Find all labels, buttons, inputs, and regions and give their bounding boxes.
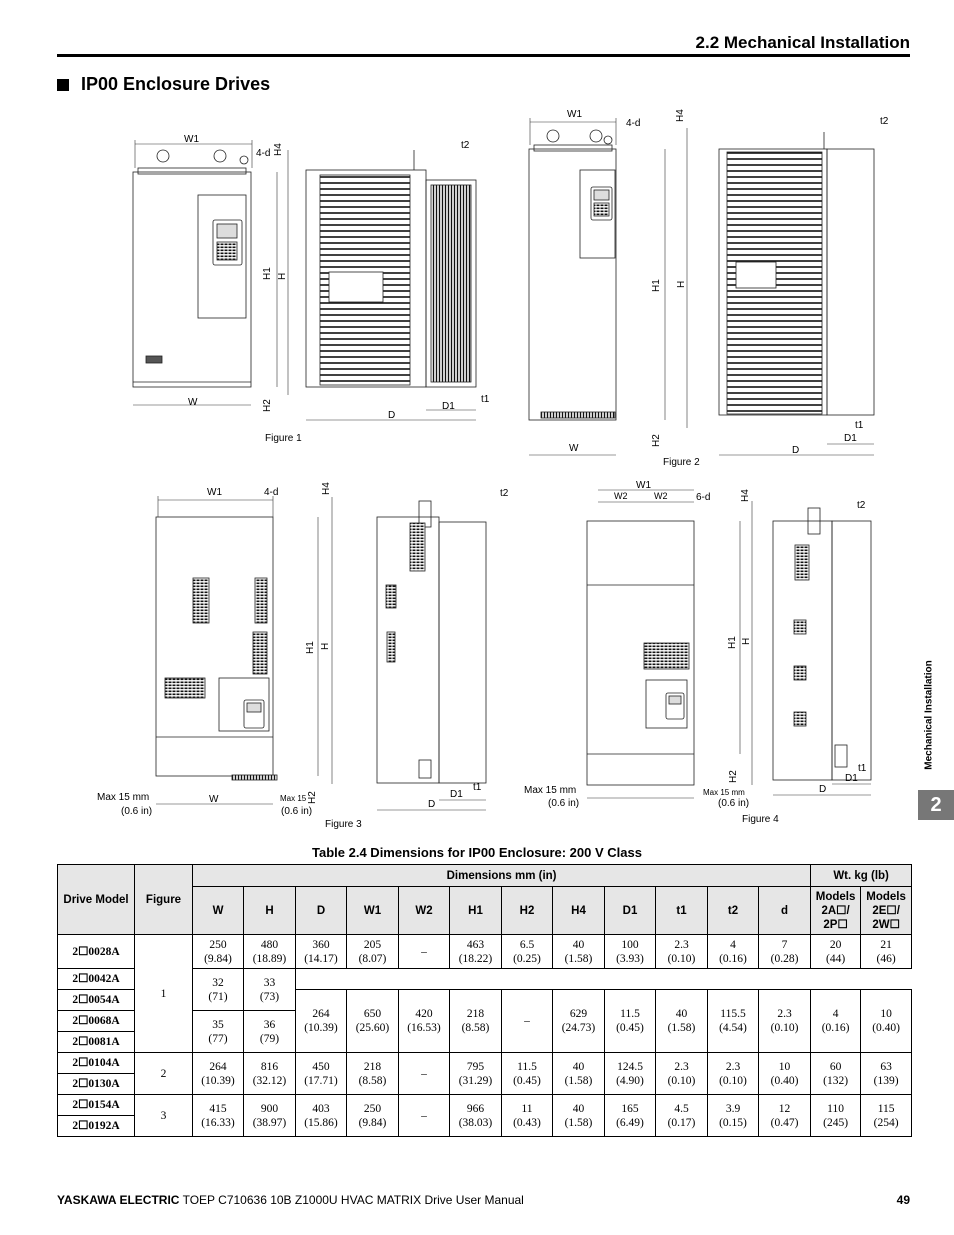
dimension-cell-d: 403 (15.86) <box>296 1095 347 1137</box>
dimension-cell-w2: – <box>399 1095 450 1137</box>
fig1-h2-label: H2 <box>262 399 273 412</box>
table-row <box>58 1095 912 1116</box>
header-col-h1: H1 <box>450 887 502 935</box>
figure-4-front-view <box>587 521 694 785</box>
figure-cell: 1 <box>135 935 193 1053</box>
header-col-w2: W2 <box>399 887 450 935</box>
fig3-max15-small-label: Max 15 <box>280 794 307 803</box>
fig4-in06-label: (0.6 in) <box>548 798 580 809</box>
fig1-w1-label: W1 <box>184 134 199 145</box>
fig4-w1-label: W1 <box>636 480 651 491</box>
header-dimensions: Dimensions mm (in) <box>193 865 811 887</box>
dimension-cell-d: 12 (0.47) <box>759 1095 811 1137</box>
fig3-w1-label: W1 <box>207 487 222 498</box>
fig3-t2-label: t2 <box>500 488 509 499</box>
header-col-w1: W1 <box>347 887 399 935</box>
header-col-d: D <box>296 887 347 935</box>
fig4-d1-label: D1 <box>845 773 858 784</box>
weight-cell: 20 (44) <box>811 935 861 969</box>
footer-doc-title <box>57 1193 524 1207</box>
fig3-w-label: W <box>209 794 219 805</box>
fig4-w2b-label: W2 <box>654 491 668 501</box>
fig1-caption: Figure 1 <box>265 433 302 444</box>
figure-4-side-view <box>773 508 871 780</box>
fig1-h-label: H <box>277 272 288 280</box>
table-body <box>58 935 912 1137</box>
header-col-h4: H4 <box>553 887 605 935</box>
header-col-w: W <box>193 887 244 935</box>
dimension-cell-h2: 11.5 (0.45) <box>605 990 656 1053</box>
dimension-cell-h1: 629 (24.73) <box>553 990 605 1053</box>
dimension-cell-h4: 40 (1.58) <box>553 1053 605 1095</box>
fig4-in06b-label: (0.6 in) <box>718 798 750 809</box>
drive-model-cell: 2☐0104A <box>58 1053 135 1074</box>
dimension-cell-h4: 40 (1.58) <box>656 990 708 1053</box>
fig4-h4-label: H4 <box>740 489 751 502</box>
side-tab-label: Mechanical Installation <box>923 660 935 770</box>
dimension-cell-d1: 100 (3.93) <box>605 935 656 969</box>
fig2-t1-label: t1 <box>855 420 864 431</box>
table-row <box>58 1053 912 1074</box>
weight-cell: 63 (139) <box>861 1053 912 1095</box>
dimension-cell-h2: 11.5 (0.45) <box>502 1053 553 1095</box>
dimension-cell-h4: 40 (1.58) <box>553 935 605 969</box>
fig3-4d-label: 4-d <box>264 487 279 498</box>
dimension-cell-d: 7 (0.28) <box>759 935 811 969</box>
dimension-cell-w1: 250 (9.84) <box>347 1095 399 1137</box>
dimension-cell-t2: 4 (0.16) <box>708 935 759 969</box>
dimension-cell-w: 264 (10.39) <box>193 1053 244 1095</box>
fig1-h4-label: H4 <box>273 143 284 156</box>
fig2-w-label: W <box>569 443 579 454</box>
drive-model-cell: 2☐0081A <box>58 1032 135 1053</box>
dimension-cell-t1: 2.3 (0.10) <box>759 990 811 1053</box>
fig1-4d-label: 4-d <box>256 148 271 159</box>
fig4-h1-label: H1 <box>727 636 738 649</box>
fig1-d-label: D <box>388 410 396 421</box>
dimension-cell-w1: 218 (8.58) <box>450 990 502 1053</box>
dimension-cell-h1: 795 (31.29) <box>450 1053 502 1095</box>
table-row <box>58 935 912 969</box>
dimension-cell-t1: 2.3 (0.10) <box>656 1053 708 1095</box>
fig2-caption: Figure 2 <box>663 457 700 468</box>
fig1-h1-label: H1 <box>262 267 273 280</box>
fig3-h1-label: H1 <box>305 641 316 654</box>
drive-model-cell: 2☐0028A <box>58 935 135 969</box>
dimension-cell-w: 250 (9.84) <box>193 935 244 969</box>
dimension-cell-h4: 40 (1.58) <box>553 1095 605 1137</box>
fig2-h4-label: H4 <box>675 109 686 122</box>
fig2-d1-label: D1 <box>844 433 857 444</box>
figure-2-side-view <box>719 132 874 415</box>
fig2-h-label: H <box>676 280 687 288</box>
dimension-cell-d: 360 (14.17) <box>296 935 347 969</box>
fig3-d-label: D <box>428 799 436 810</box>
dimension-cell-h2: 6.5 (0.25) <box>502 935 553 969</box>
fig2-w1-label: W1 <box>567 109 582 120</box>
fig1-t1-label: t1 <box>481 394 490 405</box>
fig3-d1-label: D1 <box>450 789 463 800</box>
fig1-t2-label: t2 <box>461 140 470 151</box>
dimension-cell-w: 415 (16.33) <box>193 1095 244 1137</box>
chapter-tab: 2 <box>918 790 954 820</box>
fig1-w-label: W <box>188 397 198 408</box>
table-caption: Table 2.4 Dimensions for IP00 Enclosure: 200 V Class <box>312 845 642 860</box>
weight-cell: 32 (71) <box>193 969 244 1011</box>
page-number: 49 <box>896 1193 910 1207</box>
figure-3-side-view <box>377 501 486 783</box>
drive-model-cell: 2☐0154A <box>58 1095 135 1116</box>
weight-cell: 33 (73) <box>244 969 296 1011</box>
dimension-cell-t2: 2.3 (0.10) <box>708 1053 759 1095</box>
drive-model-cell: 2☐0192A <box>58 1116 135 1137</box>
dimension-cell-h2: 11 (0.43) <box>502 1095 553 1137</box>
header-drive-model: Drive Model <box>58 865 135 935</box>
dimension-cell-d1: 124.5 (4.90) <box>605 1053 656 1095</box>
drive-model-cell: 2☐0130A <box>58 1074 135 1095</box>
fig2-h2-label: H2 <box>651 434 662 447</box>
fig4-d-label: D <box>819 784 827 795</box>
dimension-cell-d: 10 (0.40) <box>759 1053 811 1095</box>
fig4-t2-label: t2 <box>857 500 866 511</box>
fig3-caption: Figure 3 <box>325 819 362 830</box>
dimension-cell-h: 650 (25.60) <box>347 990 399 1053</box>
dimension-cell-d1: 115.5 (4.54) <box>708 990 759 1053</box>
fig4-h-label: H <box>741 637 752 645</box>
dimension-cell-t1: 4.5 (0.17) <box>656 1095 708 1137</box>
header-wt-models-a: Models 2A☐/ 2P☐ <box>811 887 861 935</box>
footer-brand: YASKAWA ELECTRIC <box>57 1193 180 1207</box>
fig4-caption: Figure 4 <box>742 814 779 825</box>
fig4-6d-label: 6-d <box>696 492 711 503</box>
fig2-4d-label: 4-d <box>626 118 641 129</box>
weight-cell: 35 (77) <box>193 1011 244 1053</box>
fig4-max15-label: Max 15 mm <box>524 785 577 796</box>
drive-model-cell: 2☐0068A <box>58 1011 135 1032</box>
header-wt-models-b: Models 2E☐/ 2W☐ <box>861 887 912 935</box>
dimension-cell-h1: 966 (38.03) <box>450 1095 502 1137</box>
dimension-cell-w2: – <box>399 935 450 969</box>
fig3-in06b-label: (0.6 in) <box>281 806 313 817</box>
weight-cell: 21 (46) <box>861 935 912 969</box>
header-col-t2: t2 <box>708 887 759 935</box>
fig2-h1-label: H1 <box>651 279 662 292</box>
figure-1-side-view <box>306 150 476 387</box>
fig4-t1-label: t1 <box>858 763 867 774</box>
figure-3-front-view <box>156 517 277 780</box>
figure-1-front-view <box>133 150 251 387</box>
dimension-cell-h: 816 (32.12) <box>244 1053 296 1095</box>
header-col-h2: H2 <box>502 887 553 935</box>
dimension-cell-d: 450 (17.71) <box>296 1053 347 1095</box>
dimension-cell-w2: – <box>399 1053 450 1095</box>
header-col-d1: D1 <box>605 887 656 935</box>
dimension-cell-h: 480 (18.89) <box>244 935 296 969</box>
header-col-d: d <box>759 887 811 935</box>
fig4-max15-small-label: Max 15 mm <box>703 788 745 797</box>
dimension-cell-w: 264 (10.39) <box>296 990 347 1053</box>
header-weight: Wt. kg (lb) <box>811 865 912 887</box>
dimension-cell-d: 420 (16.53) <box>399 990 450 1053</box>
fig2-t2-label: t2 <box>880 116 889 127</box>
dimension-cell-w1: 205 (8.07) <box>347 935 399 969</box>
fig4-h2-label: H2 <box>728 770 739 783</box>
dimension-cell-w1: 218 (8.58) <box>347 1053 399 1095</box>
fig3-h2-label: H2 <box>307 791 318 804</box>
footer-doc: TOEP C710636 10B Z1000U HVAC MATRIX Drive User Manual <box>179 1193 524 1207</box>
section-title: 2.2 Mechanical Installation <box>695 33 910 52</box>
fig3-t1-label: t1 <box>473 782 482 793</box>
heading-text: IP00 Enclosure Drives <box>81 74 271 94</box>
dimension-cell-h: 900 (38.97) <box>244 1095 296 1137</box>
dimension-cell-w2: – <box>502 990 553 1053</box>
fig1-d1-label: D1 <box>442 401 455 412</box>
drive-model-cell: 2☐0054A <box>58 990 135 1011</box>
header-figure: Figure <box>135 865 193 935</box>
fig3-h-label: H <box>320 642 331 650</box>
fig3-h4-label: H4 <box>321 482 332 495</box>
dimension-cell-t2: 4 (0.16) <box>811 990 861 1053</box>
header-col-t1: t1 <box>656 887 708 935</box>
weight-cell: 115 (254) <box>861 1095 912 1137</box>
dimension-cell-d1: 165 (6.49) <box>605 1095 656 1137</box>
figure-2-front-view <box>529 130 616 420</box>
header-col-h: H <box>244 887 296 935</box>
dimension-cell-t1: 2.3 (0.10) <box>656 935 708 969</box>
weight-cell: 36 (79) <box>244 1011 296 1053</box>
dimension-cell-t2: 3.9 (0.15) <box>708 1095 759 1137</box>
weight-cell: 60 (132) <box>811 1053 861 1095</box>
figure-cell: 3 <box>135 1095 193 1137</box>
dimensions-table <box>57 864 912 1137</box>
fig3-in06-label: (0.6 in) <box>121 806 153 817</box>
weight-cell: 110 (245) <box>811 1095 861 1137</box>
figure-cell: 2 <box>135 1053 193 1095</box>
drive-model-cell: 2☐0042A <box>58 969 135 990</box>
dimension-cell-h1: 463 (18.22) <box>450 935 502 969</box>
dimension-cell-d: 10 (0.40) <box>861 990 912 1053</box>
fig3-max15-label: Max 15 mm <box>97 792 150 803</box>
fig4-w2a-label: W2 <box>614 491 628 501</box>
fig2-d-label: D <box>792 445 800 456</box>
